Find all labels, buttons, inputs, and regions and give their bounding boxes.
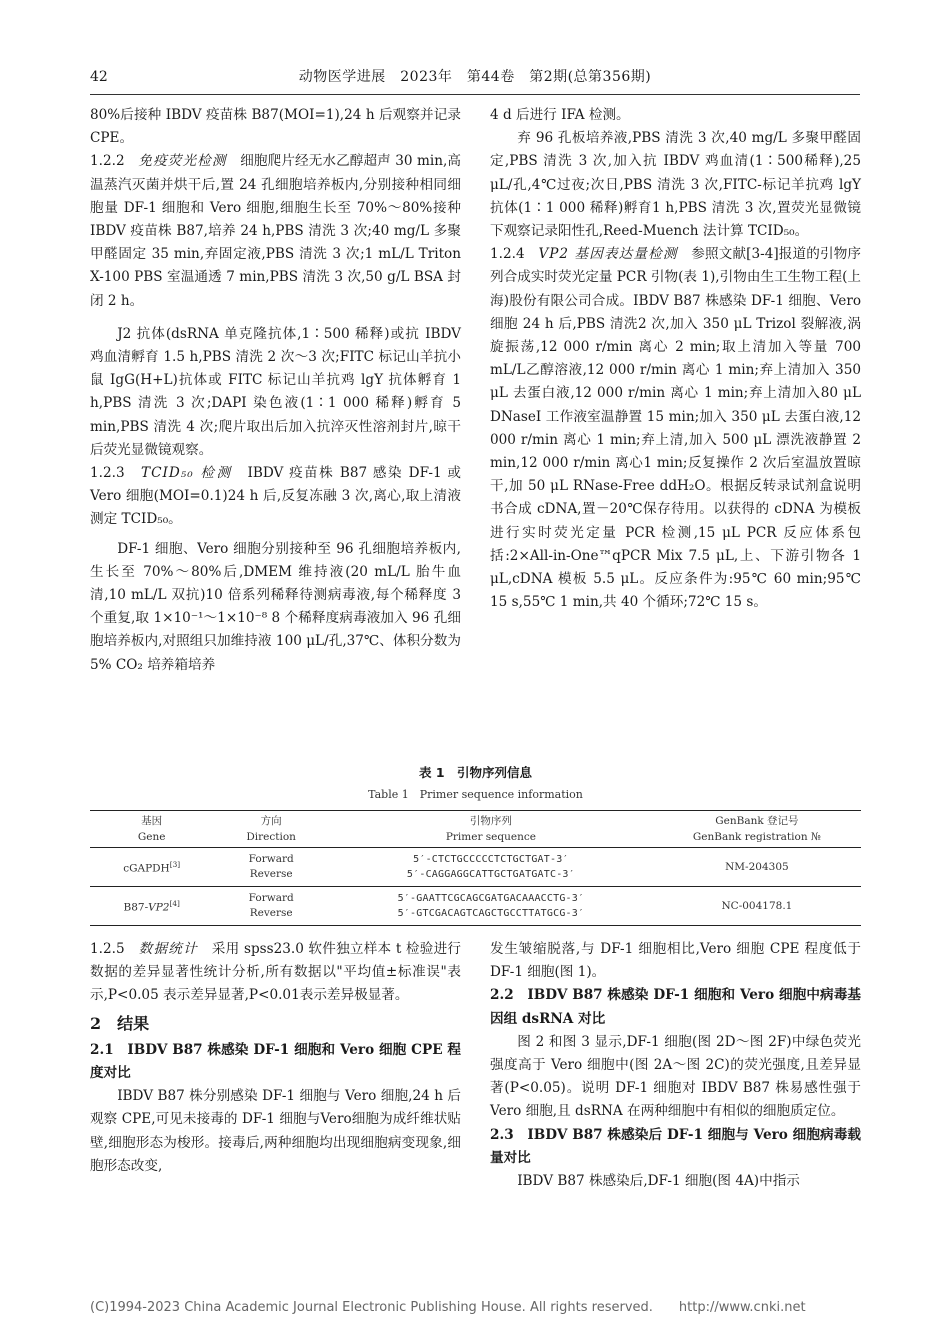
section-1-2-3: [90, 462, 461, 532]
section-2-1-heading: 2.1 IBDV B87 株感染 DF-1 细胞和 Vero 细胞 CPE 程度对比: [90, 1041, 461, 1082]
header-gene: [90, 811, 213, 848]
table-caption-cn: 表 1 引物序列信息: [418, 765, 533, 780]
section-1-2-4: [490, 243, 861, 614]
section-title: VP2 基因表达量检测: [538, 246, 678, 263]
copyright-footer: (C)1994-2023 China Academic Journal Electronic Publishing House. All rights reserved. http://www.cnki.net: [90, 1300, 806, 1315]
header-direction-cn: 方向: [260, 815, 282, 827]
section-1-2-2: [90, 150, 461, 312]
section-text: IBDV 疫苗株 B87 感染 DF-1 或 Vero 细胞(MOI=0.1)24 h 后,反复冻融 3 次,离心,取上清液测定 TCID₅₀。: [90, 465, 461, 528]
table-row: [90, 848, 861, 887]
sequence-reverse: 5′-GTCGACAGTCAGCTGCCTTATGCG-3′: [397, 908, 585, 919]
header-genbank-en: GenBank registration №: [692, 831, 821, 843]
sequence-forward: 5′-GAATTCGCAGCGATGACAAACCTG-3′: [397, 893, 585, 904]
gene-name-italic: VP2: [148, 901, 170, 914]
section-text: 参照文献[3-4]报道的引物序列合成实时荧光定量 PCR 引物(表 1),引物由生工生物工程(上海)股份有限公司合成。IBDV B87 株感染 DF-1 细胞、Vero 细胞 24 h 后,PBS 清洗2 次,加入 350 μL Trizol 裂解液,涡旋振荡,12 000 r/min 离心 2 min;取上清加入等量 700 mL/L乙醇溶液,12 000 r/min 离心 1 min;弃上清加入 350 μL 去蛋白液,12 000 r/min 离心 1 min;弃上清加入80 μL DNaseI 工作液室温静置 15 min;加入 350 μL 去蛋白液,12 000 r/min 离心 1 min;弃上清,加入 500 μL 漂洗液静置 2 min,12 000 r/min 离心1 min;反复操作 2 次后室温放置晾干,加 50 μL RNase-Free ddH₂O。根据反转录试剂盒说明书合成 cDNA,置－20℃保存待用。以获得的 cDNA 为模板进行实时荧光定量 PCR 检测,15 μL PCR 反应体系包括:2×All-in-One™qPCR Mix 7.5 μL,上、下游引物各 1 μL,cDNA 模板 5.5 μL。反应条件为:95℃ 60 min;95℃ 15 s,55℃ 1 min,共 40 个循环;72℃ 15 s。: [490, 246, 862, 611]
section-title: TCID₅₀ 检测: [141, 465, 233, 482]
section-number: 1.2.5: [90, 941, 139, 957]
paragraph-ifa: 4 d 后进行 IFA 检测。: [490, 107, 630, 123]
paragraph-2-1: IBDV B87 株分别感染 DF-1 细胞与 Vero 细胞,24 h 后观察 CPE,可见未接毒的 DF-1 细胞与Vero细胞为成纤维状贴壁,细胞形态为梭形。接毒后,两种细胞均出现细胞病变现象,细胞形态改变,: [90, 1088, 461, 1174]
section-title: 免疫荧光检测: [138, 153, 227, 170]
cell-gene: [90, 848, 213, 887]
cell-sequence: [329, 848, 653, 887]
paragraph-cpe-end: 80%后接种 IBDV 疫苗株 B87(MOI=1),24 h 后观察并记录 CPE。: [90, 107, 461, 147]
header-direction-en: Direction: [246, 831, 296, 843]
paragraph-cpe-comparison: 发生皱缩脱落,与 DF-1 细胞相比,Vero 细胞 CPE 程度低于 DF-1 细胞(图 1)。: [490, 941, 861, 981]
section-number: 1.2.4: [490, 246, 539, 263]
journal-info: 动物医学进展 2023年 第44卷 第2期(总第356期): [298, 69, 652, 85]
primer-table: [90, 810, 861, 926]
header-sequence: [329, 811, 653, 848]
cell-direction: [213, 848, 329, 887]
paragraph-2-3: IBDV B87 株感染后,DF-1 细胞(图 4A)中指示: [517, 1173, 800, 1190]
sequence-forward: 5′-CTCTGCCCCCTCTGCTGAT-3′: [413, 854, 569, 865]
paragraph-tcid50-method: 弃 96 孔板培养液,PBS 清洗 3 次,40 mg/L 多聚甲醛固定,PBS 清洗 3 次,加入抗 IBDV 鸡血清(1∶500稀释),25 μL/孔,4℃过夜;次日,PBS 清洗 3 次,FITC-标记羊抗鸡 lgY 抗体(1∶1 000 稀释)孵育1 h,PBS 清洗 3 次,置荧光显微镜下观察记录阳性孔,Reed-Muench 法计算 TCID₅₀。: [490, 130, 861, 240]
section-number: 1.2.3: [90, 465, 142, 482]
section-1-2-5: [90, 938, 461, 1008]
direction-reverse: Reverse: [249, 868, 293, 880]
sequence-reverse: 5′-CAGGAGGCATTGCTGATGATC-3′: [406, 869, 575, 880]
section-number: 1.2.2: [90, 153, 139, 170]
gene-name: cGAPDH: [123, 862, 170, 875]
header-sequence-en: Primer sequence: [445, 831, 536, 843]
direction-forward: Forward: [248, 892, 294, 904]
header-genbank-cn: GenBank 登记号: [715, 815, 799, 827]
left-column-top: [90, 104, 461, 677]
direction-forward: Forward: [248, 853, 294, 865]
section-text: 采用 spss23.0 软件独立样本 t 检验进行数据的差异显著性统计分析,所有数据以"平均值±标准误"表示,P<0.05 表示差异显著,P<0.01表示差异极显著。: [90, 941, 461, 1004]
cell-direction: [213, 887, 329, 926]
header-rule: [90, 94, 860, 95]
table-row: [90, 887, 861, 926]
paragraph-df1-vero-culture: DF-1 细胞、Vero 细胞分别接种至 96 孔细胞培养板内,生长至 70%～80%后,DMEM 维持液(20 mL/L 胎牛血清,10 mL/L 双抗)10 倍系列稀释待测病毒液,每个稀释度 3 个重复,取 1×10⁻¹～1×10⁻⁸ 8 个稀释度病毒液加入 96 孔细胞培养板内,对照组只加维持液 100 μL/孔,37℃、体积分数为 5% CO₂ 培养箱培养: [90, 540, 461, 673]
table-1: [90, 764, 861, 926]
section-2-3-heading: 2.3 IBDV B87 株感染后 DF-1 细胞与 Vero 细胞病毒载量对比: [490, 1126, 861, 1166]
table-caption-en: Table 1 Primer sequence information: [368, 788, 583, 801]
direction-reverse: Reverse: [249, 907, 293, 919]
right-column-top: [490, 104, 861, 614]
reference-mark: [3]: [169, 860, 181, 870]
header-sequence-cn: 引物序列: [469, 815, 512, 827]
section-2-2-heading: 2.2 IBDV B87 株感染 DF-1 细胞和 Vero 细胞中病毒基因组 dsRNA 对比: [490, 987, 861, 1027]
cell-sequence: [329, 887, 653, 926]
gene-name-prefix: B87-: [123, 901, 149, 914]
cell-gene: [90, 887, 213, 926]
reference-mark: [4]: [169, 899, 180, 909]
section-title: 数据统计: [138, 941, 198, 957]
header-gene-cn: 基因: [141, 815, 163, 827]
paragraph-j2-antibody: J2 抗体(dsRNA 单克隆抗体,1∶500 稀释)或抗 IBDV 鸡血清孵育 1.5 h,PBS 清洗 2 次～3 次;FITC 标记山羊抗小鼠 IgG(H+L)抗体或 FITC 标记山羊抗鸡 lgY 抗体孵育 1 h,PBS 清洗 3 次;DAPI 染色液(1∶1 000 稀释)孵育 5 min,PBS 清洗 4 次;爬片取出后加入抗淬灭性溶剂封片,晾干后荧光显微镜观察。: [90, 325, 461, 458]
paragraph-2-2: 图 2 和图 3 显示,DF-1 细胞(图 2D～图 2F)中绿色荧光强度高于 Vero 细胞中(图 2A～图 2C)的荧光强度,且差异显著(P<0.05)。说明 DF-1 细胞对 IBDV B87 株易感性强于 Vero 细胞,且 dsRNA 在两种细胞中有相似的细胞质定位。: [490, 1033, 861, 1120]
running-header: [90, 66, 860, 88]
section-2-heading: 2 结果: [90, 1013, 150, 1033]
page-number: 42: [90, 69, 108, 85]
section-text: 细胞爬片经无水乙醇超声 30 min,高温蒸汽灭菌并烘干后,置 24 孔细胞培养板内,分别接种相同细胞量 DF-1 细胞和 Vero 细胞,细胞生长至 70%～80%接种 IBDV 疫苗株 B87,培养 24 h,PBS 清洗 3 次;40 mg/L 多聚甲醛固定 35 min,弃固定液,PBS 清洗 3 次;1 mL/L Triton X-100 PBS 室温通透 7 min,PBS 清洗 3 次,50 g/L BSA 封闭 2 h。: [90, 153, 461, 309]
cell-genbank: NM-204305: [653, 848, 861, 887]
header-gene-en: Gene: [137, 831, 166, 843]
table-header-row: [90, 811, 861, 848]
left-column-bottom: [90, 938, 461, 1178]
right-column-bottom: [490, 938, 861, 1193]
header-direction: [213, 811, 329, 848]
cell-genbank: NC-004178.1: [653, 887, 861, 926]
header-genbank: [653, 811, 861, 848]
